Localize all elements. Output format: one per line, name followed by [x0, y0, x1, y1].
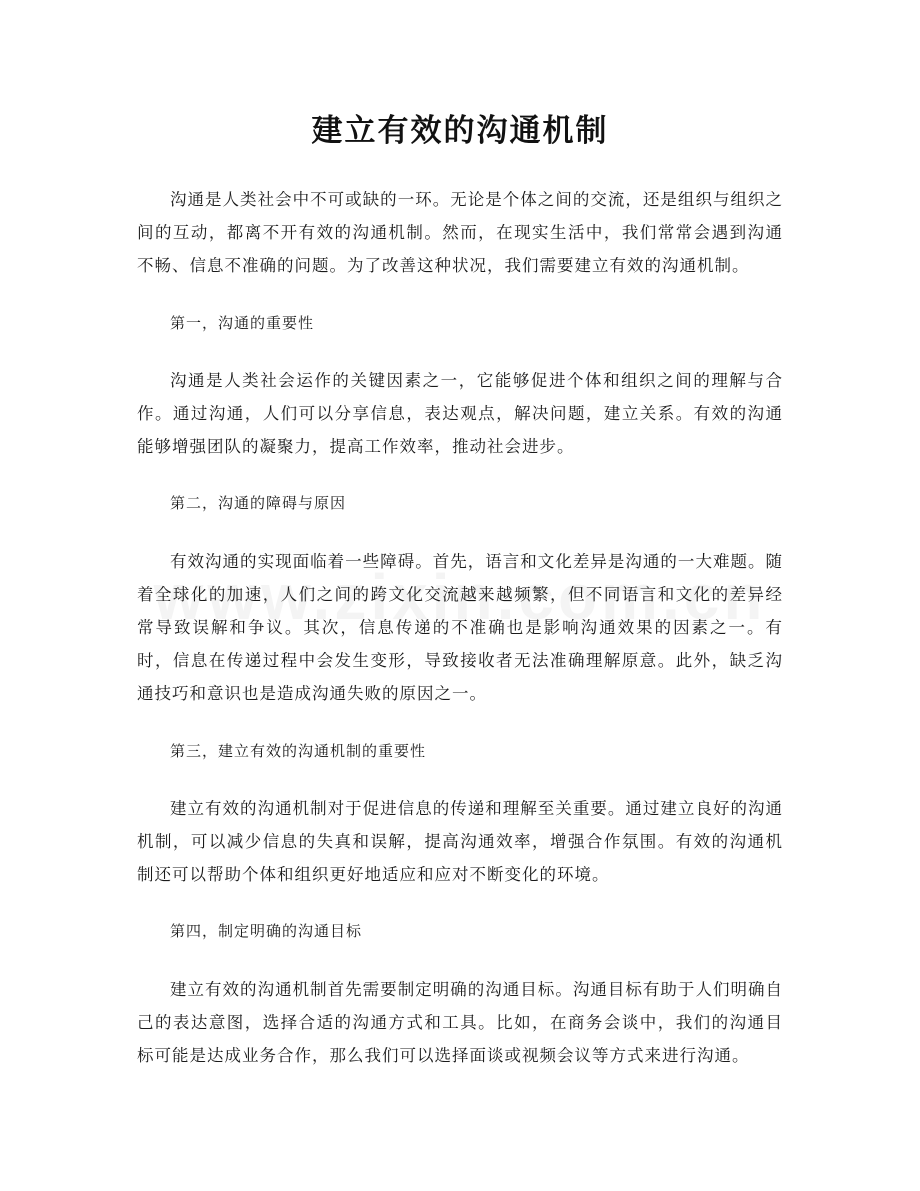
section-heading-2: 第二，沟通的障碍与原因	[170, 494, 347, 513]
section-paragraph-3: 建立有效的沟通机制对于促进信息的传递和理解至关重要。通过建立良好的沟通机制，可以减少信息的失真和误解，提高沟通效率，增强合作氛围。有效的沟通机制还可以帮助个体和组织更好地适应和应对不断变化的环境。	[137, 798, 783, 885]
section-heading-3: 第三，建立有效的沟通机制的重要性	[170, 741, 427, 760]
intro-paragraph: 沟通是人类社会中不可或缺的一环。无论是个体之间的交流，还是组织与组织之间的互动，都离不开有效的沟通机制。然而，在现实生活中，我们常常会遇到沟通不畅、信息不准确的问题。为了改善这种状况，我们需要建立有效的沟通机制。	[137, 190, 783, 276]
section-paragraph-1: 沟通是人类社会运作的关键因素之一，它能够促进个体和组织之间的理解与合作。通过沟通，人们可以分享信息，表达观点，解决问题，建立关系。有效的沟通能够增强团队的凝聚力，提高工作效率，推动社会进步。	[137, 370, 783, 457]
section-paragraph-2: 有效沟通的实现面临着一些障碍。首先，语言和文化差异是沟通的一大难题。随着全球化的加速，人们之间的跨文化交流越来越频繁，但不同语言和文化的差异经常导致误解和争议。其次，信息传递的不准确也是影响沟通效果的因素之一。有时，信息在传递过程中会发生变形，导致接收者无法准确理解原意。此外，缺乏沟通技巧和意识也是造成沟通失败的原因之一。	[137, 551, 783, 704]
document-body	[137, 183, 783, 1096]
section-paragraph-4: 建立有效的沟通机制首先需要制定明确的沟通目标。沟通目标有助于人们明确自己的表达意图，选择合适的沟通方式和工具。比如，在商务会谈中，我们的沟通目标可能是达成业务合作，那么我们可以选择面谈或视频会议等方式来进行沟通。	[137, 979, 783, 1066]
page-title: 建立有效的沟通机制	[311, 113, 609, 149]
section-heading-4: 第四，制定明确的沟通目标	[170, 922, 363, 941]
section-heading-1: 第一，沟通的重要性	[170, 313, 315, 332]
